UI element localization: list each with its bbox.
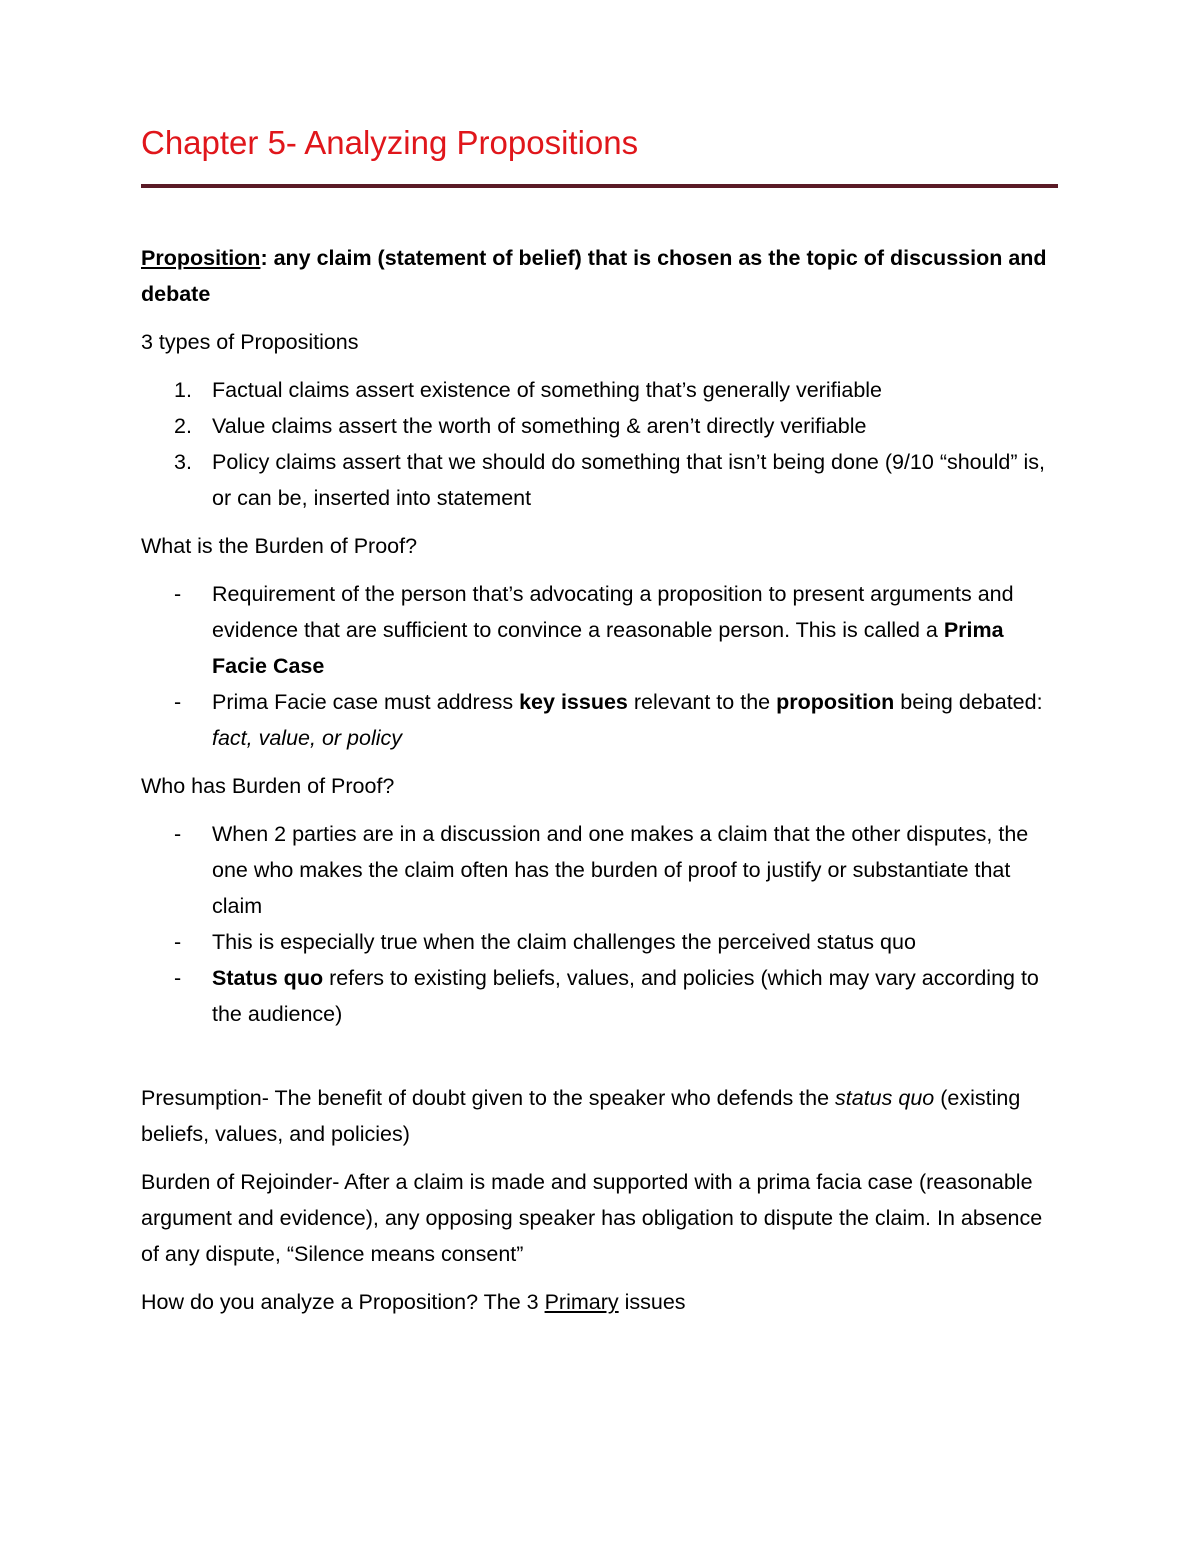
blank-line (141, 1044, 1061, 1080)
title-divider (141, 184, 1058, 188)
burden-heading: What is the Burden of Proof? (141, 534, 418, 558)
italic-term: fact, value, or policy (212, 726, 403, 750)
who-heading: Who has Burden of Proof? (141, 774, 395, 798)
presumption-paragraph (141, 1080, 1061, 1152)
who-list (141, 816, 1061, 1032)
list-number: 2. (174, 414, 192, 438)
paragraph-text: (existing beliefs, values, and policies) (141, 1086, 1021, 1146)
bold-term: proposition (776, 690, 895, 714)
rejoinder-paragraph: Burden of Rejoinder- After a claim is made and supported with a prima facia case (reasonable argument and evidence), any opposing speaker has obligation to dispute the claim. In absence of any dispute, “Silence means consent” (141, 1170, 1043, 1266)
bold-term: key issues (519, 690, 628, 714)
list-item (141, 816, 1061, 924)
list-item-text: being debated: (894, 690, 1043, 714)
list-dash: - (174, 822, 182, 846)
list-dash: - (174, 930, 182, 954)
list-item-text: relevant to the (627, 690, 777, 714)
list-dash: - (174, 966, 182, 990)
list-number: 3. (174, 450, 192, 474)
list-item (141, 372, 1061, 408)
list-item (141, 576, 1061, 684)
types-list (141, 372, 1061, 516)
bold-term: Prima Facie Case (212, 618, 1004, 678)
list-item-text: Policy claims assert that we should do something that isn’t being done (9/10 “should” is, or can be, inserted into statement (212, 450, 1045, 510)
list-dash: - (174, 582, 182, 606)
definition-term: Proposition (141, 246, 261, 270)
bold-term: Status quo (212, 966, 324, 990)
definition-text: any claim (statement of belief) that is chosen as the topic of discussion and debate (141, 246, 1047, 306)
list-item (141, 444, 1061, 516)
proposition-definition (141, 240, 1061, 312)
list-item (141, 684, 1061, 756)
list-number: 1. (174, 378, 192, 402)
list-item (141, 924, 1061, 960)
list-item-text: refers to existing beliefs, values, and policies (which may vary according to the audience) (212, 966, 1039, 1026)
list-item-text: Requirement of the person that’s advocating a proposition to present arguments and evidence that are sufficient to convince a reasonable person. This is called a (212, 582, 1014, 642)
types-heading: 3 types of Propositions (141, 330, 359, 354)
list-dash: - (174, 690, 182, 714)
analyze-paragraph (141, 1284, 1061, 1320)
list-item-text: Factual claims assert existence of something that’s generally verifiable (212, 378, 883, 402)
burden-list (141, 576, 1061, 756)
underlined-term: Primary (544, 1290, 619, 1314)
list-item-text: When 2 parties are in a discussion and one makes a claim that the other disputes, the one who makes the claim often has the burden of proof to justify or substantiate that claim (212, 822, 1029, 918)
page-title: Chapter 5- Analyzing Propositions (141, 124, 639, 161)
paragraph-text: Presumption- The benefit of doubt given to the speaker who defends the (141, 1086, 836, 1110)
document-body (141, 240, 1061, 1332)
list-item-text: Prima Facie case must address (212, 690, 520, 714)
definition-colon: : (260, 246, 268, 270)
list-item-text: Value claims assert the worth of something & aren’t directly verifiable (212, 414, 867, 438)
paragraph-text: How do you analyze a Proposition? The 3 (141, 1290, 545, 1314)
list-item (141, 408, 1061, 444)
list-item-text: This is especially true when the claim challenges the perceived status quo (212, 930, 916, 954)
italic-term: status quo (835, 1086, 935, 1110)
list-item (141, 960, 1061, 1032)
paragraph-text: issues (618, 1290, 686, 1314)
